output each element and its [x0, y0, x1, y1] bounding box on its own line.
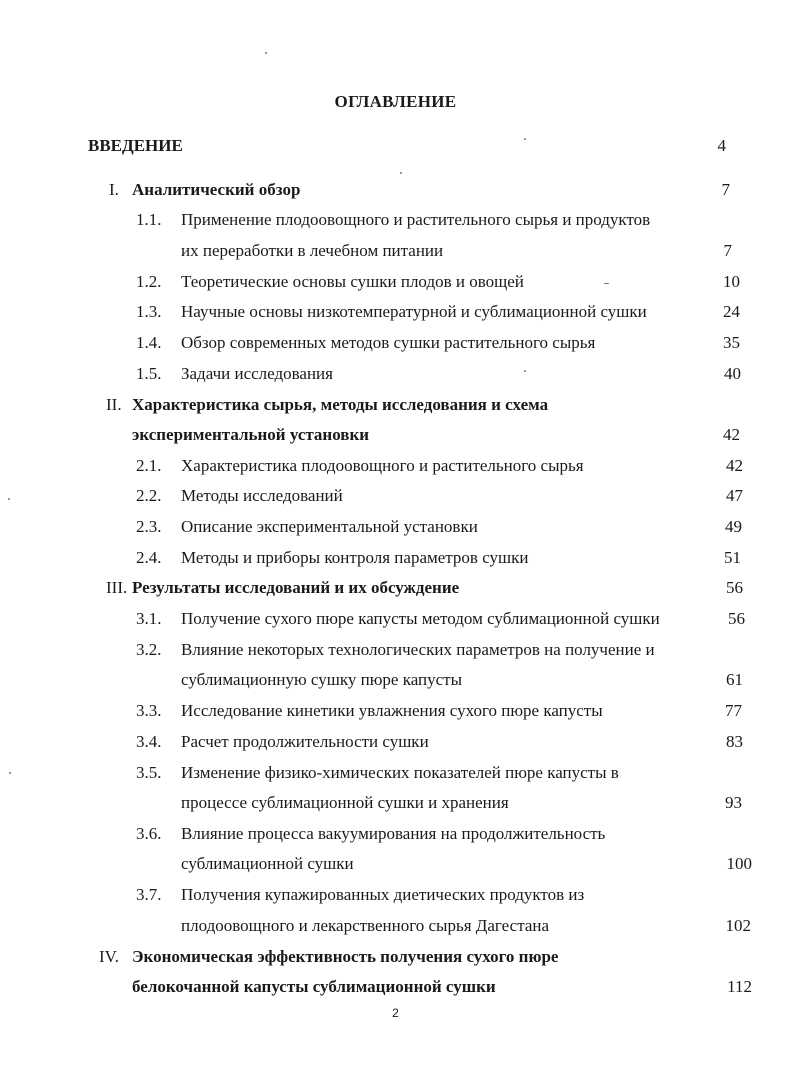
subsection-2-4-title: Методы и приборы контроля параметров сушки	[181, 548, 529, 567]
subsection-3-5-number: 3.5.	[136, 763, 162, 782]
subsection-3-7-number: 3.7.	[136, 885, 162, 904]
subsection-3-4-page: 83	[726, 732, 743, 751]
subsection-2-4-page: 51	[724, 548, 741, 567]
subsection-3-7-title-line1: Получения купажированных диетических продуктов из	[181, 885, 585, 904]
subsection-3-5-page: 93	[725, 793, 742, 812]
subsection-3-4-title: Расчет продолжительности сушки	[181, 732, 429, 751]
subsection-2-4-number: 2.4.	[136, 548, 162, 567]
scan-speck	[400, 172, 402, 174]
subsection-3-1-number: 3.1.	[136, 609, 162, 628]
subsection-2-3-title: Описание экспериментальной установки	[181, 517, 478, 536]
subsection-3-5-title-line2: процессе сублимационной сушки и хранения	[181, 793, 509, 812]
section-1-title: Аналитический обзор	[132, 180, 301, 199]
subsection-3-3-number: 3.3.	[136, 701, 162, 720]
scan-speck	[265, 52, 267, 54]
subsection-1-1-title-line2: их переработки в лечебном питании	[181, 241, 444, 260]
subsection-1-2-number: 1.2.	[136, 272, 162, 291]
section-3-page: 56	[726, 578, 743, 597]
section-2-page: 42	[723, 425, 740, 444]
subsection-3-2-title-line1: Влияние некоторых технологических параметров на получение и	[181, 640, 655, 659]
subsection-2-1-number: 2.1.	[136, 456, 162, 475]
subsection-3-2-number: 3.2.	[136, 640, 162, 659]
subsection-1-2-title: Теоретические основы сушки плодов и овощей	[181, 272, 524, 291]
subsection-1-3-number: 1.3.	[136, 302, 162, 321]
subsection-3-1-title: Получение сухого пюре капусты методом сублимационной сушки	[181, 609, 660, 628]
subsection-2-3-number: 2.3.	[136, 517, 162, 536]
subsection-3-7-title-line2: плодоовощного и лекарственного сырья Дагестана	[181, 916, 550, 935]
section-3-number: III.	[106, 578, 128, 597]
page-title: ОГЛАВЛЕНИЕ	[334, 92, 457, 111]
subsection-3-6-title-line1: Влияние процесса вакуумирования на продолжительность	[181, 824, 606, 843]
subsection-1-3-title: Научные основы низкотемпературной и сублимационной сушки	[181, 302, 647, 321]
subsection-3-2-title-line2: сублимационную сушку пюре капусты	[181, 670, 463, 689]
section-4-page: 112	[727, 977, 752, 996]
scan-speck	[604, 283, 609, 284]
subsection-1-5-number: 1.5.	[136, 364, 162, 383]
subsection-3-3-page: 77	[725, 701, 742, 720]
subsection-2-2-page: 47	[726, 486, 743, 505]
subsection-1-5-title: Задачи исследования	[181, 364, 333, 383]
scan-speck	[9, 772, 11, 774]
subsection-3-4-number: 3.4.	[136, 732, 162, 751]
section-4-number: IV.	[99, 947, 119, 966]
subsection-1-4-page: 35	[723, 333, 740, 352]
subsection-3-3-title: Исследование кинетики увлажнения сухого пюре капусты	[181, 701, 603, 720]
subsection-1-3-page: 24	[723, 302, 740, 321]
section-2-title-line1: Характеристика сырья, методы исследования и схема	[132, 395, 549, 414]
subsection-2-1-page: 42	[726, 456, 743, 475]
subsection-1-1-number: 1.1.	[136, 210, 162, 229]
subsection-1-1-title-line1: Применение плодоовощного и растительного сырья и продуктов	[181, 210, 651, 229]
section-4-title-line2: белокочанной капусты сублимационной сушки	[132, 977, 496, 996]
section-1-page: 7	[721, 180, 730, 199]
scan-speck	[524, 138, 526, 140]
scan-speck	[8, 498, 10, 500]
section-2-title-line2: экспериментальной установки	[132, 425, 370, 444]
subsection-3-1-page: 56	[728, 609, 745, 628]
subsection-1-5-page: 40	[724, 364, 741, 383]
subsection-3-7-page: 102	[725, 916, 751, 935]
section-3-title: Результаты исследований и их обсуждение	[132, 578, 460, 597]
subsection-1-4-number: 1.4.	[136, 333, 162, 352]
scan-speck	[524, 370, 526, 372]
section-2-number: II.	[106, 395, 122, 414]
subsection-3-2-page: 61	[726, 670, 743, 689]
subsection-1-4-title: Обзор современных методов сушки растительного сырья	[181, 333, 596, 352]
intro-page: 4	[717, 136, 726, 155]
page-number: 2	[392, 1006, 399, 1020]
intro-label: ВВЕДЕНИЕ	[88, 136, 183, 155]
subsection-2-3-page: 49	[725, 517, 742, 536]
section-1-number: I.	[109, 180, 119, 199]
subsection-3-6-title-line2: сублимационной сушки	[181, 854, 354, 873]
subsection-2-2-number: 2.2.	[136, 486, 162, 505]
subsection-2-2-title: Методы исследований	[181, 486, 343, 505]
subsection-3-5-title-line1: Изменение физико-химических показателей пюре капусты в	[181, 763, 619, 782]
subsection-3-6-number: 3.6.	[136, 824, 162, 843]
subsection-3-6-page: 100	[726, 854, 752, 873]
subsection-2-1-title: Характеристика плодоовощного и растительного сырья	[181, 456, 584, 475]
subsection-1-2-page: 10	[723, 272, 740, 291]
section-4-title-line1: Экономическая эффективность получения сухого пюре	[132, 947, 559, 966]
subsection-1-1-page: 7	[723, 241, 732, 260]
